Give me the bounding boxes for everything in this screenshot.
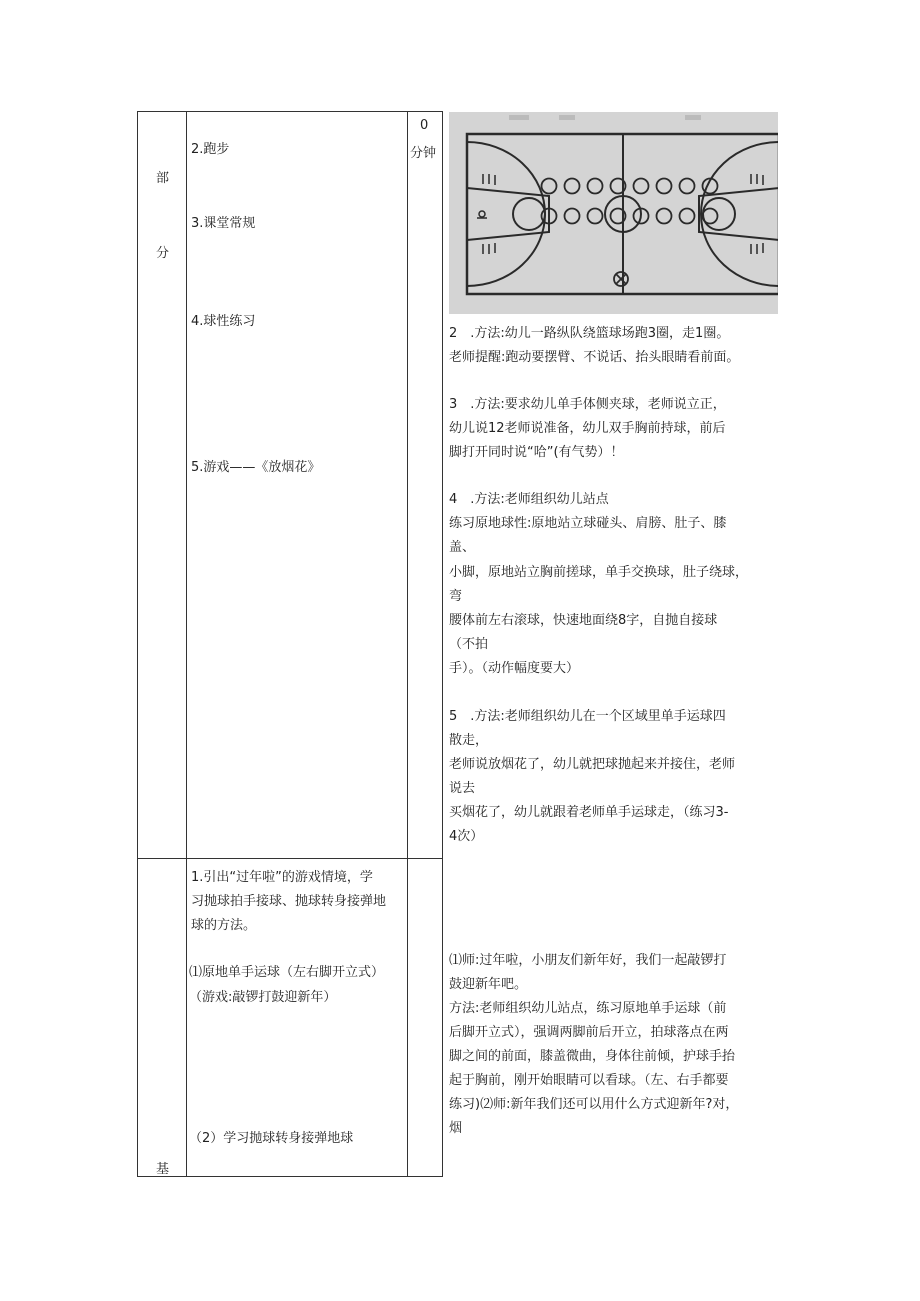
basketball-court-diagram — [449, 112, 778, 314]
table-border-bottom — [137, 1176, 443, 1177]
method-line: 弯 — [449, 589, 463, 604]
basic-method-line: 起于胸前，刚开始眼睛可以看球。（左、右手都要 — [449, 1073, 729, 1088]
table-col-divider-2 — [407, 111, 408, 1177]
method-line: （不拍 — [449, 637, 489, 652]
method-line: 散走， — [449, 733, 489, 748]
method-line: 3 .方法:要求幼儿单手体侧夹球，老师说立正， — [449, 397, 726, 412]
table-col-divider-1 — [186, 111, 187, 1177]
basic-text-line: ⑴原地单手运球（左右脚开立式） — [189, 965, 385, 980]
basic-method-line: 脚之间的前面，膝盖微曲，身体往前倾，护球手抬 — [449, 1049, 736, 1064]
basic-text-line: （游戏:敲锣打鼓迎新年） — [189, 990, 337, 1005]
method-line: 4 .方法:老师组织幼儿站点 — [449, 492, 609, 507]
method-line: 脚打开同时说“哈”(有气势）！ — [449, 445, 624, 460]
basic-method-line: ⑴师:过年啦，小朋友们新年好，我们一起敲锣打 — [449, 953, 727, 968]
method-line: 5 .方法:老师组织幼儿在一个区域里单手运球四 — [449, 709, 726, 724]
basic-method-line: 练习)⑵师:新年我们还可以用什么方式迎新年?对， — [449, 1097, 739, 1112]
method-line: 盖、 — [449, 540, 476, 555]
table-border-top — [137, 111, 443, 112]
basic-method-line: 烟 — [449, 1121, 463, 1136]
activity-item-run: 2.跑步 — [191, 142, 230, 157]
basic-method-line: 方法:老师组织幼儿站点，练习原地单手运球（前 — [449, 1001, 727, 1016]
method-line: 小脚，原地站立胸前搓球，单手交换球，肚子绕球， — [449, 565, 749, 580]
section-char-1: 部 — [156, 171, 170, 186]
basic-method-line: 鼓迎新年吧。 — [449, 977, 528, 992]
table-row-divider — [137, 858, 443, 859]
method-line: 2 .方法:幼儿一路纵队绕篮球场跑3圈，走1圈。 — [449, 326, 730, 341]
method-line: 老师说放烟花了，幼儿就把球抛起来并接住，老师 — [449, 757, 736, 772]
method-line: 手）。（动作幅度要大） — [449, 661, 580, 676]
method-line: 4次） — [449, 829, 484, 844]
method-line: 练习原地球性:原地站立球碰头、肩膀、肚子、膝 — [449, 516, 727, 531]
time-number: 0 — [420, 118, 429, 133]
method-line: 买烟花了，幼儿就跟着老师单手运球走，（练习3- — [449, 805, 729, 820]
method-line: 老师提醒:跑动要摆臂、不说话、抬头眼睛看前面。 — [449, 350, 740, 365]
activity-item-routine: 3.课堂常规 — [191, 216, 256, 231]
activity-item-ball-practice: 4.球性练习 — [191, 314, 256, 329]
activity-item-game: 5.游戏——《放烟花》 — [191, 460, 321, 475]
table-border-right — [442, 111, 443, 1177]
method-line: 腰体前左右滚球，快速地面绕8字，自抛自接球 — [449, 613, 718, 628]
basic-text-line: 球的方法。 — [191, 918, 257, 933]
method-line: 说去 — [449, 781, 476, 796]
basic-text-line: 1.引出“过年啦”的游戏情境，学 — [191, 870, 373, 885]
time-unit: 分钟 — [410, 146, 437, 161]
section-char-2: 分 — [156, 246, 170, 261]
section-char-basic: 基 — [156, 1162, 170, 1177]
basic-text-line: （2）学习抛球转身接弹地球 — [189, 1131, 354, 1146]
method-line: 幼儿说12老师说准备，幼儿双手胸前持球，前后 — [449, 421, 726, 436]
basic-text-line: 习抛球拍手接球、抛球转身接弹地 — [191, 894, 387, 909]
basic-method-line: 后脚开立式），强调两脚前后开立，拍球落点在两 — [449, 1025, 729, 1040]
table-border-left — [137, 111, 138, 1177]
